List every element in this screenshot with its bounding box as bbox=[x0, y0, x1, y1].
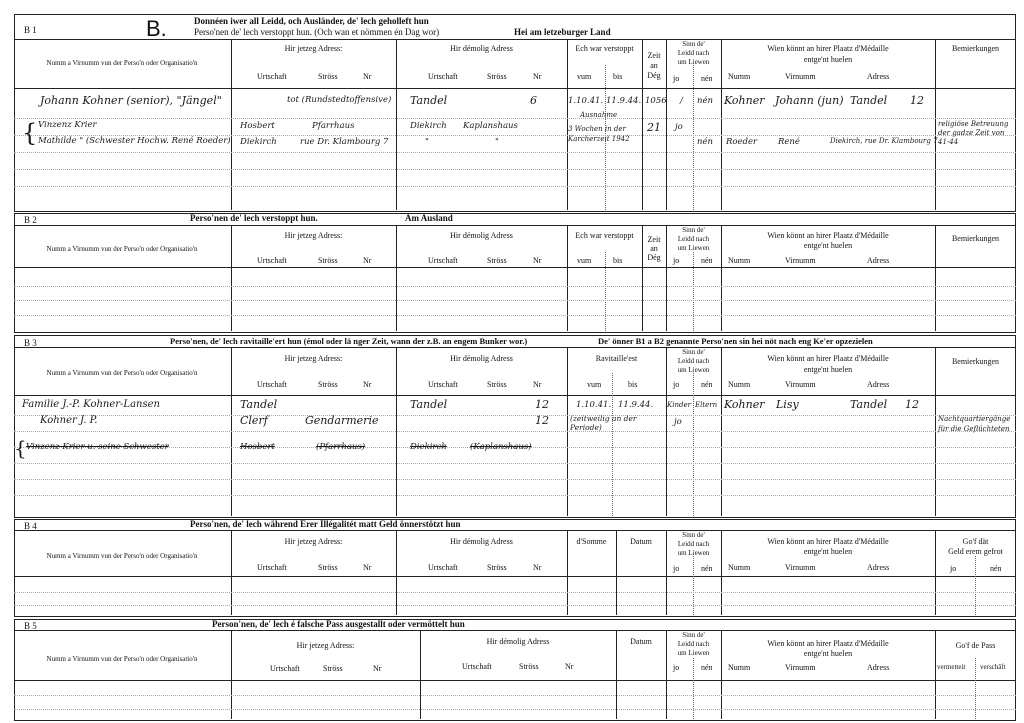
header-medal: entge'nt huelen bbox=[803, 241, 853, 250]
section-title: Donnéen iwer all Leidd, och Ausländer, de' lech geholleft hun bbox=[194, 16, 429, 26]
entry-medal-nr: 12 bbox=[905, 398, 919, 411]
header-nen: nén bbox=[990, 564, 1002, 573]
header-current-address: Hir jetzeg Adress: bbox=[284, 231, 343, 240]
header-adress: Adress bbox=[867, 563, 890, 572]
section-title: Perso'nen de' lech verstoppt hun. bbox=[190, 213, 318, 223]
header-numm: Numm bbox=[728, 256, 751, 265]
header-urtschaft: Urtschaft bbox=[257, 380, 287, 389]
header-hidden: Ech war verstoppt bbox=[575, 44, 634, 53]
entry-alive: Kinder bbox=[667, 401, 691, 409]
entry-alive-no: nén bbox=[697, 137, 713, 147]
header-stross: Ströss bbox=[318, 72, 338, 81]
header-medal: entge'nt huelen bbox=[803, 547, 853, 556]
header-alive: um Liewen bbox=[677, 549, 710, 557]
header-nr: Nr bbox=[373, 664, 382, 673]
entry-from: 1.10.41. bbox=[568, 96, 604, 106]
entry-former-place: Diekirch bbox=[410, 442, 447, 452]
header-urtschaft: Urtschaft bbox=[428, 72, 458, 81]
header-numm: Numm bbox=[728, 563, 751, 572]
header-zeit: Zeit bbox=[647, 235, 661, 244]
header-jo: jo bbox=[673, 564, 680, 573]
header-alive: Leidd nach bbox=[677, 49, 710, 57]
header-name: Numm a Virnumm vun der Perso'n oder Organisatio'n bbox=[46, 369, 198, 377]
header-nen: nén bbox=[701, 380, 713, 389]
header-medal: Wien könnt an hirer Plaatz d'Médaille bbox=[767, 44, 889, 53]
header-nr: Nr bbox=[363, 72, 372, 81]
header-somme: d'Somme bbox=[576, 537, 607, 546]
header-bis: bis bbox=[628, 380, 638, 389]
header-urtschaft: Urtschaft bbox=[428, 380, 458, 389]
entry-former-street: " bbox=[495, 137, 499, 147]
header-virnumm: Virnumm bbox=[785, 256, 816, 265]
header-vum: vum bbox=[577, 72, 592, 81]
section-title: Perso'nen, de' lech während Erer Illégalitét matt Geld önnerstötzt hun bbox=[190, 519, 461, 529]
entry-current-place: Hosbert bbox=[240, 121, 275, 131]
entry-to: 11.9.44. bbox=[606, 96, 642, 106]
header-stross: Ströss bbox=[487, 72, 507, 81]
header-zeit: Zeit bbox=[647, 51, 661, 60]
header-current-address: Hir jetzeg Adress: bbox=[284, 44, 343, 53]
entry-former-street: (Kaplanshaus) bbox=[470, 442, 532, 452]
entry-name: Kohner J. P. bbox=[40, 415, 98, 426]
entry-period: (zeitweilig an der Periode) bbox=[570, 414, 637, 432]
entry-current-street: Pfarrhaus bbox=[312, 121, 355, 131]
entry-current-place: Tandel bbox=[240, 398, 278, 411]
header-nr: Nr bbox=[363, 563, 372, 572]
header-money: Go'f dät bbox=[962, 537, 989, 546]
header-adress: Adress bbox=[867, 380, 890, 389]
header-nr: Nr bbox=[533, 380, 542, 389]
entry-alive-yes: jo bbox=[675, 122, 683, 132]
entry-former-place: Tandel bbox=[410, 94, 448, 107]
entry-days: 1056 bbox=[645, 96, 667, 106]
header-stross: Ströss bbox=[318, 256, 338, 265]
entry-medal-addr: Diekirch, rue Dr. Klambourg 7. bbox=[830, 137, 940, 145]
header-remarks: Bemierkungen bbox=[951, 234, 1000, 243]
header-stross: Ströss bbox=[318, 380, 338, 389]
entry-medal-first: Johann (jun) bbox=[775, 94, 844, 107]
header-nr: Nr bbox=[533, 72, 542, 81]
entry-current-place: Clerf bbox=[240, 414, 268, 427]
entry-medal-name: Kohner bbox=[724, 398, 765, 411]
entry-remark: religiöse Betreuung der gadze Zeit von 41-44 bbox=[938, 120, 1009, 146]
header-jo: jo bbox=[673, 74, 680, 83]
header-alive: um Liewen bbox=[677, 649, 710, 657]
header-alive: um Liewen bbox=[677, 58, 710, 66]
header-alive: Sinn de' bbox=[682, 531, 705, 539]
header-stross: Ströss bbox=[323, 664, 343, 673]
section-b4-box bbox=[14, 519, 1016, 617]
header-nr: Nr bbox=[565, 662, 574, 671]
entry-former-street: Kaplanshaus bbox=[463, 121, 518, 131]
header-numm: Numm bbox=[728, 380, 751, 389]
section-title: Person'nen, de' lech é falsche Pass ausgestallt oder vermöttelt hun bbox=[212, 619, 465, 629]
header-stross: Ströss bbox=[487, 380, 507, 389]
entry-alive-no: nén bbox=[697, 96, 713, 106]
header-virnumm: Virnumm bbox=[785, 380, 816, 389]
entry-former-nr: 12 bbox=[535, 414, 549, 427]
header-adress: Adress bbox=[867, 256, 890, 265]
header-numm: Numm bbox=[728, 663, 751, 672]
header-nen: nén bbox=[701, 74, 713, 83]
entry-current-street: rue Dr. Klambourg 7 bbox=[300, 137, 389, 147]
header-ravitaille: Ravitaille'est bbox=[595, 354, 638, 363]
header-adress: Adress bbox=[867, 663, 890, 672]
header-adress: Adress bbox=[867, 72, 890, 81]
header-stross: Ströss bbox=[487, 563, 507, 572]
header-vum: vum bbox=[577, 256, 592, 265]
entry-to: 11.9.44. bbox=[618, 400, 654, 410]
entry-alive-yes: jo bbox=[674, 417, 682, 427]
header-nen: nén bbox=[701, 564, 713, 573]
header-alive: Leidd nach bbox=[677, 540, 710, 548]
entry-remark: Nachtquartiergänge für die Geflüchteten bbox=[938, 415, 1011, 433]
entry-current-street: (Pfarrhaus) bbox=[316, 442, 366, 452]
header-bis: bis bbox=[613, 256, 623, 265]
header-urtschaft: Urtschaft bbox=[257, 256, 287, 265]
section-code: B 5 bbox=[24, 621, 37, 631]
header-datum: Datum bbox=[630, 637, 652, 646]
section-subtitle-b: Hei am letzeburger Land bbox=[514, 27, 611, 37]
entry-former-place: " bbox=[425, 137, 429, 147]
header-zeit: Dég bbox=[647, 253, 661, 262]
entry-medal-first: René bbox=[778, 137, 800, 147]
header-nr: Nr bbox=[533, 256, 542, 265]
entry-medal-first: Lisy bbox=[776, 398, 799, 411]
header-current-address: Hir jetzeg Adress: bbox=[284, 537, 343, 546]
header-remarks: Bemierkungen bbox=[951, 357, 1000, 366]
entry-name: Mathilde " (Schwester Hochw. René Roeder) bbox=[38, 136, 231, 146]
entry-medal-addr: Tandel bbox=[850, 94, 888, 107]
header-pass-b: verschâft bbox=[980, 663, 1006, 671]
header-vum: vum bbox=[587, 380, 602, 389]
header-virnumm: Virnumm bbox=[785, 663, 816, 672]
header-nen: nén bbox=[701, 256, 713, 265]
header-alive: um Liewen bbox=[677, 366, 710, 374]
entry-current-place: Hosbert bbox=[240, 442, 275, 452]
header-stross: Ströss bbox=[487, 256, 507, 265]
header-nen: nén bbox=[701, 663, 713, 672]
section-title: Perso'nen, de' lech ravitaille'ert hun (émol oder lä nger Zeit, wann der z.B. an engem Bunker wor.) bbox=[170, 336, 528, 346]
entry-medal-addr: Tandel bbox=[850, 398, 888, 411]
entry-medal-name: Kohner bbox=[724, 94, 765, 107]
entry-from: 1.10.41. bbox=[576, 400, 612, 410]
header-alive: Leidd nach bbox=[677, 357, 710, 365]
header-name: Numm a Virnumm vun der Perso'n oder Organisatio'n bbox=[46, 59, 198, 67]
header-money: Geld erem gefrot bbox=[948, 547, 1003, 556]
entry-period: 3 Wochen in der Karcherzeit 1942 bbox=[568, 125, 630, 143]
header-medal: entge'nt huelen bbox=[803, 55, 853, 64]
header-nr: Nr bbox=[363, 380, 372, 389]
entry-medal-name: Roeder bbox=[726, 137, 758, 147]
header-urtschaft: Urtschaft bbox=[428, 256, 458, 265]
header-alive: Leidd nach bbox=[677, 640, 710, 648]
header-medal: Wien könnt an hirer Plaatz d'Médaille bbox=[767, 537, 889, 546]
header-urtschaft: Urtschaft bbox=[257, 563, 287, 572]
header-numm: Numm bbox=[728, 72, 751, 81]
header-former-address: Hir démolig Adress bbox=[450, 537, 513, 546]
entry-current-street: Gendarmerie bbox=[305, 414, 379, 427]
header-jo: jo bbox=[673, 663, 680, 672]
header-medal: Wien könnt an hirer Plaatz d'Médaille bbox=[767, 231, 889, 240]
entry-name: Vinzenz Krier bbox=[38, 120, 97, 130]
section-b5-box bbox=[14, 619, 1016, 721]
section-title-b: Am Ausland bbox=[405, 213, 453, 223]
header-current-address: Hir jetzeg Adress: bbox=[284, 354, 343, 363]
header-jo: jo bbox=[950, 564, 957, 573]
header-zeit: Dég bbox=[647, 71, 661, 80]
header-urtschaft: Urtschaft bbox=[257, 72, 287, 81]
header-medal: Wien könnt an hirer Plaatz d'Médaille bbox=[767, 354, 889, 363]
header-jo: jo bbox=[673, 380, 680, 389]
header-zeit: an bbox=[650, 61, 658, 70]
section-code: B 4 bbox=[24, 521, 37, 531]
entry-days: 21 bbox=[647, 121, 661, 134]
entry-former-place: Diekirch bbox=[410, 121, 447, 131]
header-former-address: Hir démolig Adress bbox=[450, 354, 513, 363]
header-former-address: Hir démolig Adress bbox=[450, 231, 513, 240]
header-nr: Nr bbox=[533, 563, 542, 572]
header-virnumm: Virnumm bbox=[785, 563, 816, 572]
entry-former-place: Tandel bbox=[410, 398, 448, 411]
entry-note: Ausnahme bbox=[580, 111, 618, 119]
header-urtschaft: Urtschaft bbox=[462, 662, 492, 671]
header-datum: Datum bbox=[630, 537, 652, 546]
header-bis: bis bbox=[613, 72, 623, 81]
header-hidden: Ech war verstoppt bbox=[575, 231, 634, 240]
section-big-letter: B. bbox=[146, 16, 167, 41]
entry-name: Vinzenz Krier u. seine Schwester bbox=[26, 442, 169, 452]
section-title-b: De' önner B1 a B2 genannte Perso'nen sin hei nöt nach eng Ke'er opzezielen bbox=[598, 336, 873, 346]
header-zeit: an bbox=[650, 244, 658, 253]
entry-medal-nr: 12 bbox=[910, 94, 924, 107]
section-subtitle: Perso'nen de' lech verstoppt hun. (Och wan et nömmen én Dag wor) bbox=[194, 27, 440, 37]
header-stross: Ströss bbox=[519, 662, 539, 671]
entry-former-nr: 6 bbox=[530, 94, 537, 107]
entry-current: tot (Rundstedtoffensive) bbox=[287, 95, 392, 105]
header-name: Numm a Virnumm vun der Perso'n oder Organisatio'n bbox=[46, 552, 198, 560]
header-medal: entge'nt huelen bbox=[803, 649, 853, 658]
header-alive: Leidd nach bbox=[677, 235, 710, 243]
section-code: B 1 bbox=[24, 25, 37, 35]
header-urtschaft: Urtschaft bbox=[428, 563, 458, 572]
header-alive: Sinn de' bbox=[682, 631, 705, 639]
entry-alive: Eltern bbox=[695, 401, 718, 409]
header-pass: Go'f de Pass bbox=[955, 641, 996, 650]
entry-name: Johann Kohner (senior), "Jängel" bbox=[40, 94, 222, 107]
header-medal: entge'nt huelen bbox=[803, 365, 853, 374]
entry-name: Familie J.-P. Kohner-Lansen bbox=[22, 399, 160, 410]
header-alive: Sinn de' bbox=[682, 40, 705, 48]
section-code: B 3 bbox=[24, 338, 37, 348]
header-former-address: Hir démolig Adress bbox=[450, 44, 513, 53]
entry-former-nr: 12 bbox=[535, 398, 549, 411]
header-former-address: Hir démolig Adress bbox=[486, 637, 550, 646]
header-virnumm: Virnumm bbox=[785, 72, 816, 81]
header-urtschaft: Urtschaft bbox=[270, 664, 300, 673]
header-name: Numm a Virnumm vun der Perso'n oder Organisatio'n bbox=[46, 245, 198, 253]
header-name: Numm a Virnumm vun der Perso'n oder Organisatio'n bbox=[46, 655, 198, 663]
header-alive: Sinn de' bbox=[682, 226, 705, 234]
header-alive: Sinn de' bbox=[682, 348, 705, 356]
header-alive: um Liewen bbox=[677, 244, 710, 252]
header-pass-a: vermetteit bbox=[937, 663, 966, 671]
header-medal: Wien könnt an hirer Plaatz d'Médaille bbox=[767, 639, 889, 648]
header-remarks: Bemierkungen bbox=[951, 44, 1000, 53]
header-nr: Nr bbox=[363, 256, 372, 265]
entry-current-place: Diekirch bbox=[240, 137, 277, 147]
header-jo: jo bbox=[673, 256, 680, 265]
section-code: B 2 bbox=[24, 215, 37, 225]
header-current-address: Hir jetzeg Adress: bbox=[296, 641, 355, 650]
header-stross: Ströss bbox=[318, 563, 338, 572]
